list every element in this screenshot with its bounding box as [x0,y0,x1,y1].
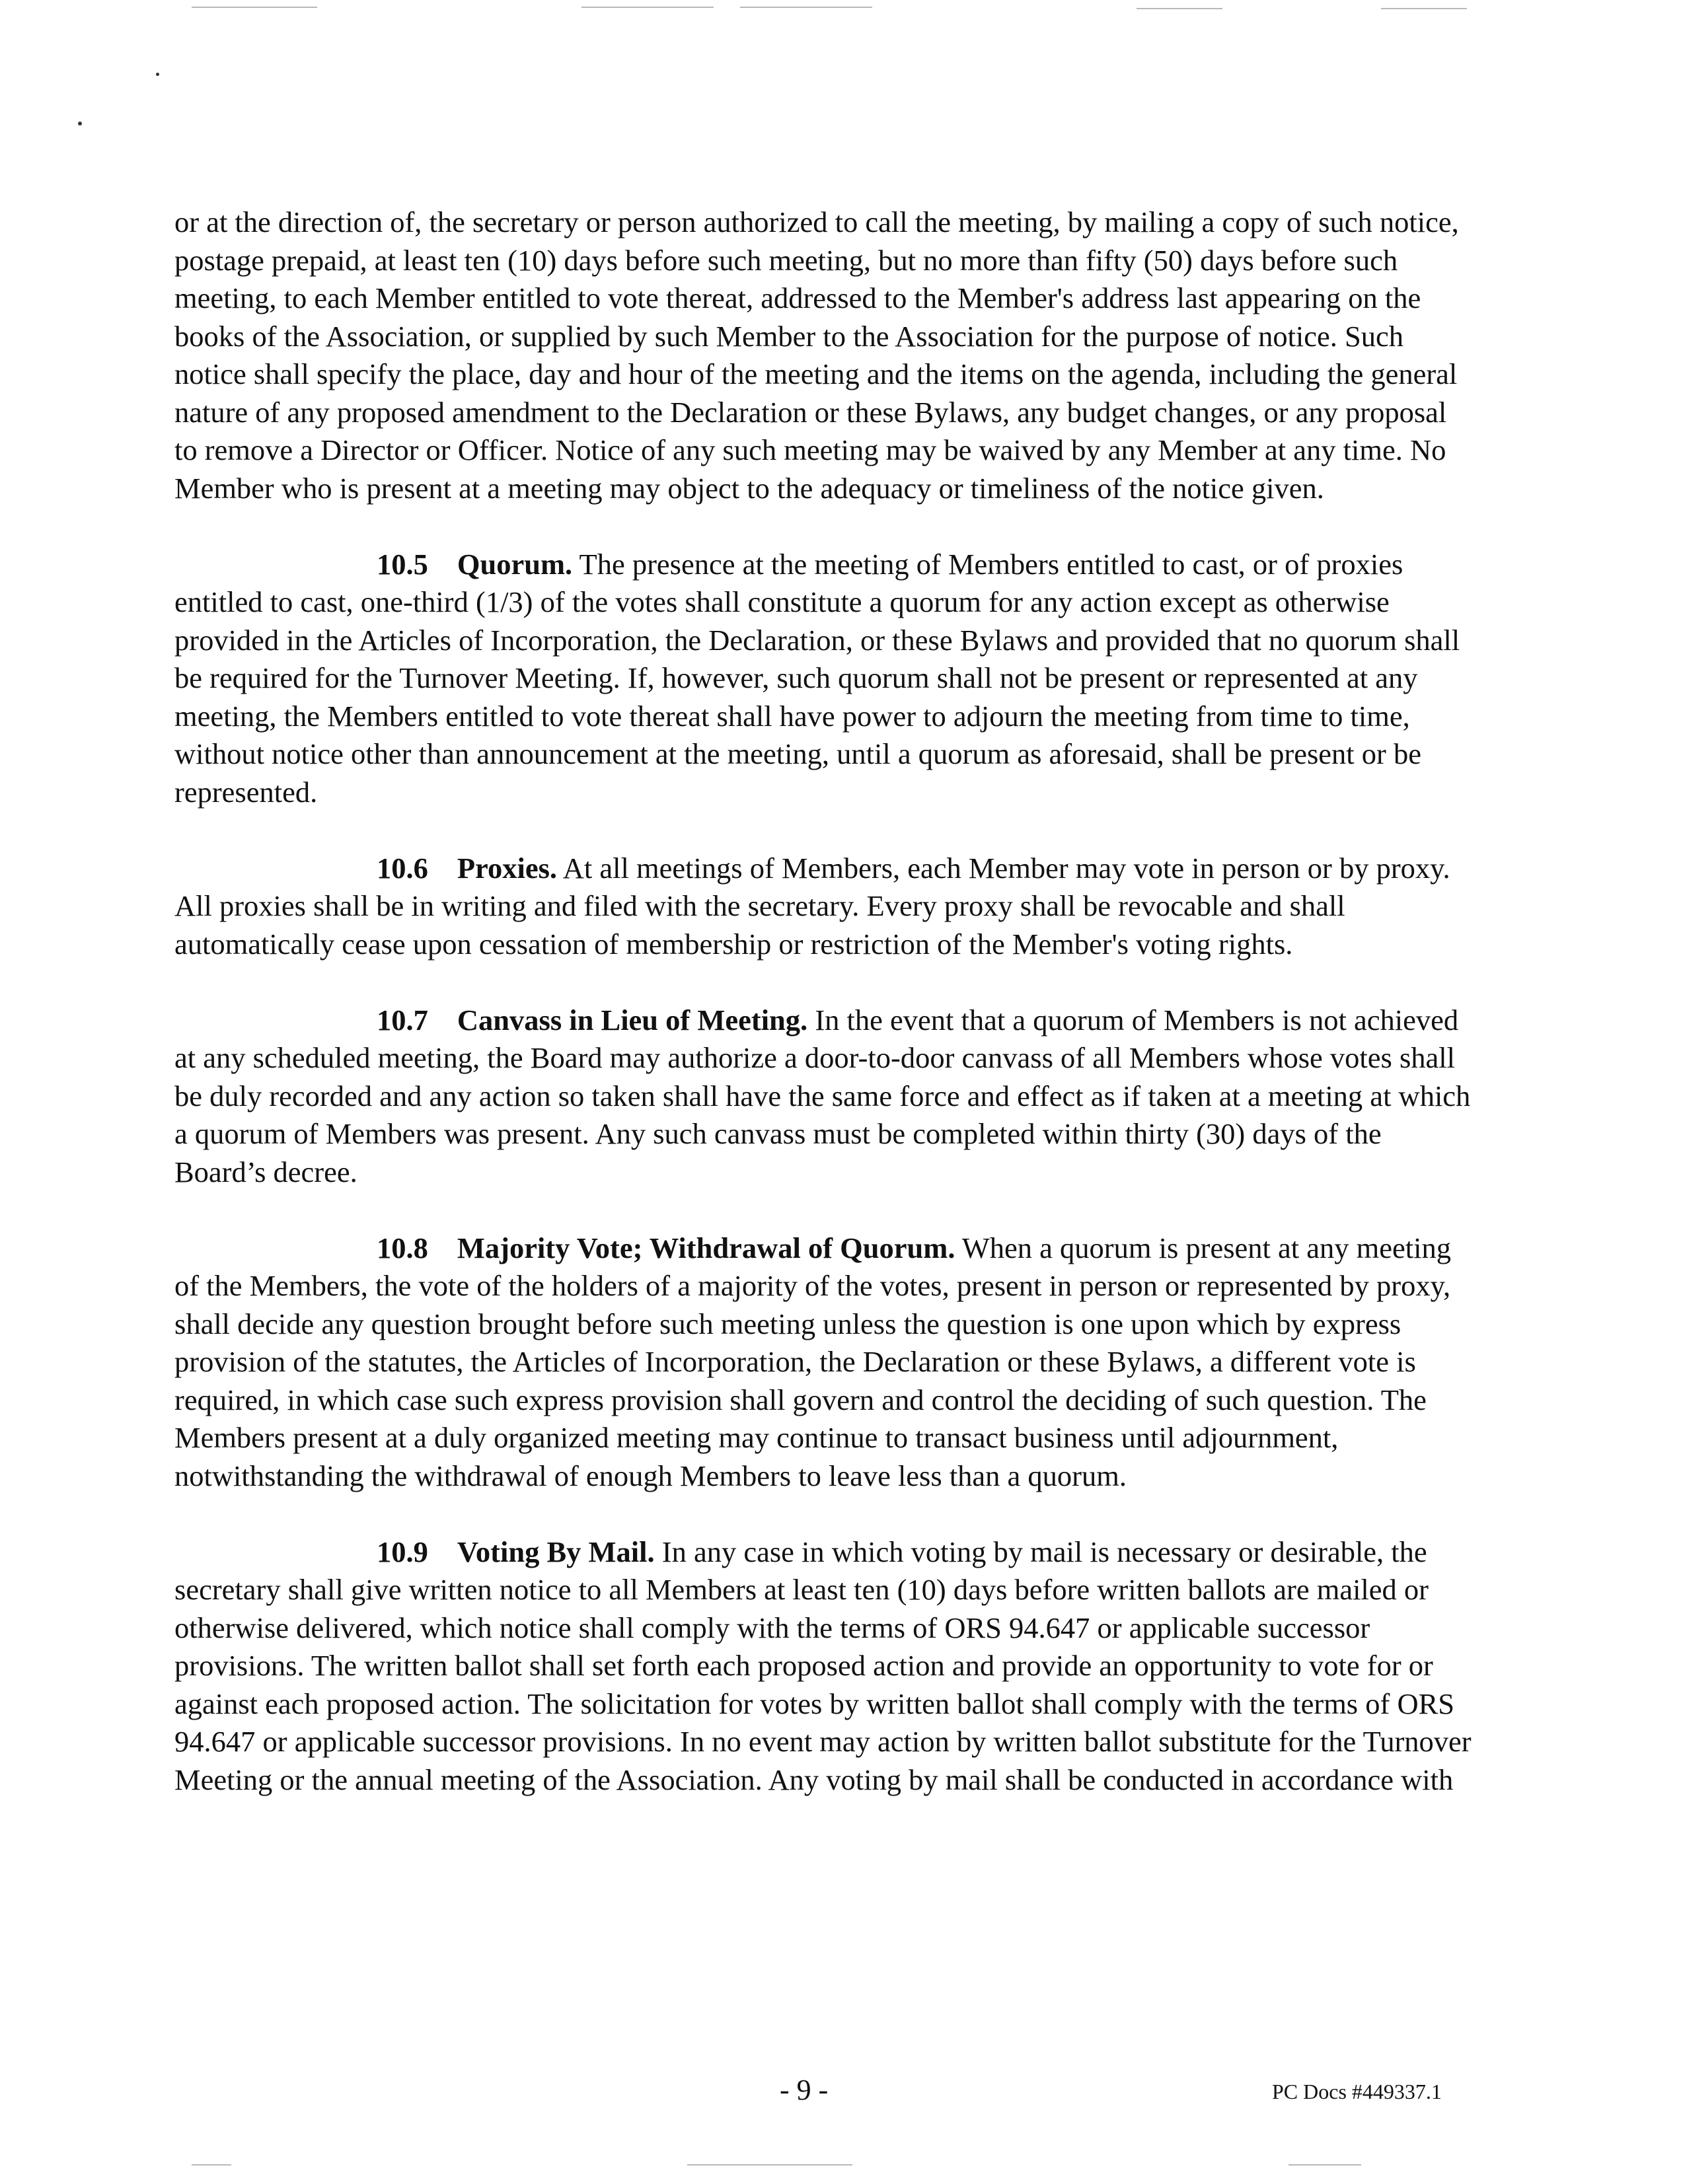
document-id: PC Docs #449337.1 [1272,2080,1442,2103]
section-text: When a quorum is present at any meeting of the Members, the vote of the holders of a majority of the votes, present in person or represented by proxy, shall decide any question brought before such meeting unless the question is one upon which by express provision of the statutes, the Articles of Incorporation, the Declaration or these Bylaws, a different vote is required, in which case such express provision shall govern and control the deciding of such question. The Members present at a duly organized meeting may continue to transact business until adjournment, notwithstanding the withdrawal of enough Members to leave less than a quorum. [174,1231,1452,1492]
scan-artifact-top [581,7,714,8]
page-number: - 9 - [780,2074,829,2106]
section-text: At all meetings of Members, each Member may vote in person or by proxy. All proxies shall be in writing and filed with the secretary. Every proxy shall be revocable and shall automatically cease upon cessation of membership or restriction of the Member's voting rights. [174,851,1450,961]
section-number: 10.6 [377,851,428,885]
scan-artifact-top [1381,8,1467,9]
intro-paragraph: or at the direction of, the secretary or person authorized to call the meeting, by mailing a copy of such notice, postage prepaid, at least ten (10) days before such meeting, but no more than fifty (50) days before such meeting, to each Member entitled to vote thereat, addressed to the Member's address last appearing on the books of the Association, or supplied by such Member to the Association for the purpose of notice. Such notice shall specify the place, day and hour of the meeting and the items on the agenda, including the general nature of any proposed amendment to the Declaration or these Bylaws, any budget changes, or any proposal to remove a Director or Officer. Notice of any such meeting may be waived by any Member at any time. No Member who is present at a meeting may object to the adequacy or timeliness of the notice given. [174,205,1459,505]
section-10-5 [174,546,1476,812]
scan-artifact-bottom [1289,2164,1361,2166]
section-text: In any case in which voting by mail is necessary or desirable, the secretary shall give written notice to all Members at least ten (10) days before written ballots are mailed or otherwise delivered, which notice shall comply with the terms of ORS 94.647 or applicable successor provisions. The written ballot shall set forth each proposed action and provide an opportunity to vote for or against each proposed action. The solicitation for votes by written ballot shall comply with the terms of ORS 94.647 or applicable successor provisions. In no event may action by written ballot substitute for the Turnover Meeting or the annual meeting of the Association. Any voting by mail shall be conducted in accordance with [174,1535,1472,1796]
section-title: Proxies. [457,851,558,885]
section-title: Majority Vote; Withdrawal of Quorum. [457,1231,955,1264]
section-10-7 [174,1001,1476,1192]
scan-artifact-top [740,7,872,8]
scan-artifact-top [192,7,317,8]
section-title: Canvass in Lieu of Meeting. [457,1003,808,1037]
section-10-9 [174,1533,1476,1800]
scan-speck [78,122,82,126]
section-title: Quorum. [457,547,573,581]
section-number: 10.8 [377,1231,428,1264]
section-number: 10.7 [377,1003,428,1037]
scan-speck [156,73,159,76]
section-text: The presence at the meeting of Members entitled to cast, or of proxies entitled to cast, one-third (1/3) of the votes shall constitute a quorum for any action except as otherwise provided in the Articles of Incorporation, the Declaration, or these Bylaws and provided that no quorum shall be required for the Turnover Meeting. If, however, such quorum shall not be present or represented at any meeting, the Members entitled to vote thereat shall have power to adjourn the meeting from time to time, without notice other than announcement at the meeting, until a quorum as aforesaid, shall be present or be represented. [174,547,1460,809]
section-number: 10.9 [377,1535,428,1568]
section-text: In the event that a quorum of Members is not achieved at any scheduled meeting, the Board may authorize a door-to-door canvass of all Members whose votes shall be duly recorded and any action so taken shall have the same force and effect as if taken at a meeting at which a quorum of Members was present. Any such canvass must be completed within thirty (30) days of the Board’s decree. [174,1003,1471,1188]
section-10-6 [174,850,1476,964]
section-title: Voting By Mail. [457,1535,655,1568]
scan-artifact-bottom [687,2164,852,2166]
scan-artifact-bottom [192,2164,231,2166]
section-10-8 [174,1229,1476,1496]
document-body [174,203,1476,1799]
scan-artifact-top [1137,8,1222,9]
section-number: 10.5 [377,547,428,581]
